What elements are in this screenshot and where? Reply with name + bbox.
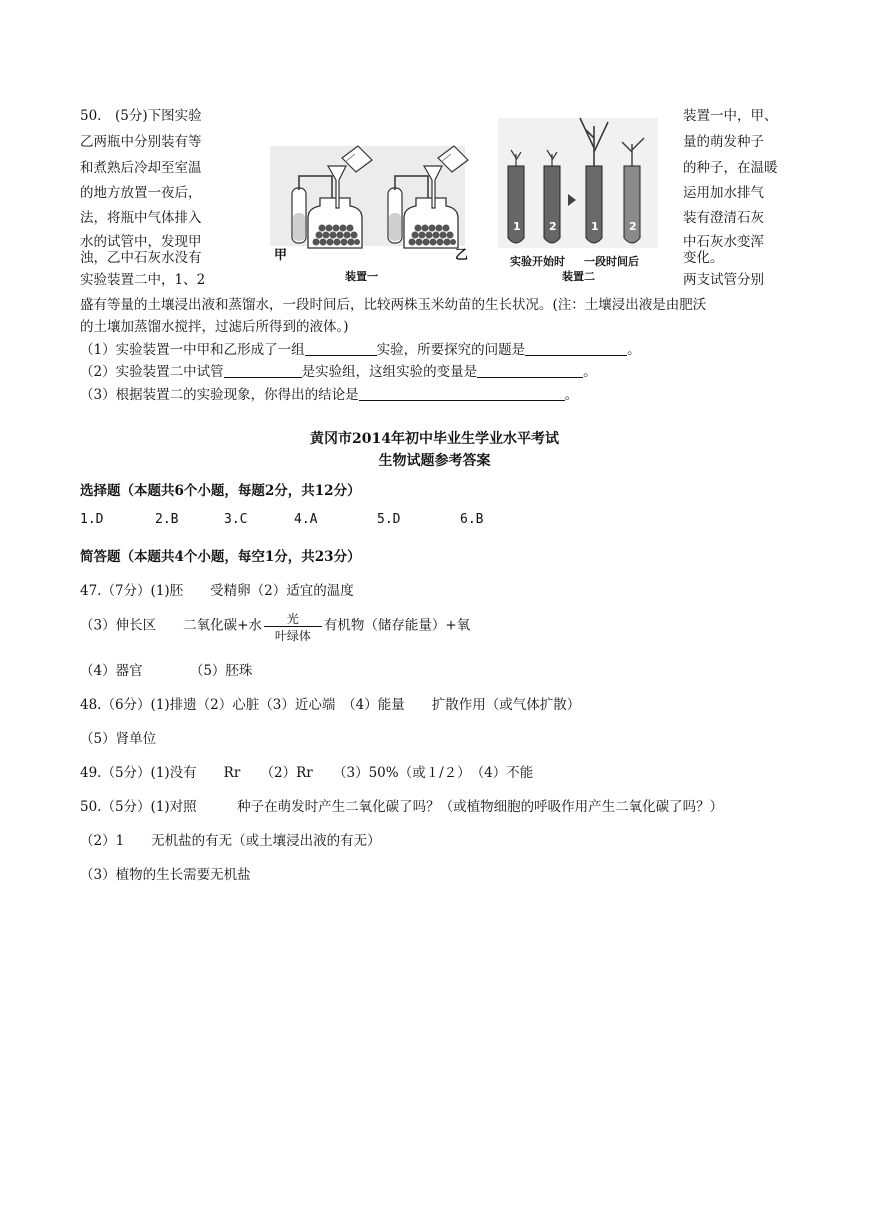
answer-50-part3: （3）植物的生长需要无机盐 <box>80 867 251 883</box>
answer-48-part5: （5）肾单位 <box>80 731 157 747</box>
figure-label-later: 一段时间后 <box>584 255 639 268</box>
answer-50-part2: （2）1 无机盐的有无（或土壤浸出液的有无） <box>80 833 381 849</box>
answer-50-part1: 50.（5分）(1)对照 种子在萌发时产生二氧化碳了吗？（或植物细胞的呼吸作用产生二氧化碳了吗？） <box>80 799 724 815</box>
q50-left-line-5: 法，将瓶中气体排入 <box>80 210 202 226</box>
answer-47-part3-b: 有机物（储存能量）+氧 <box>323 617 471 634</box>
q50-sub3-blank[interactable] <box>359 386 565 401</box>
q50-right-line-4: 运用加水排气 <box>683 185 764 201</box>
choice-answer-6: 6.B <box>460 512 484 527</box>
q50-left-line-2: 乙两瓶中分别装有等 <box>80 134 202 150</box>
q50-left-line-4: 的地方放置一夜后， <box>80 185 202 201</box>
q50-left-line-8: 实验装置二中，1、2 <box>80 272 206 288</box>
answer-47-part3 <box>80 612 471 643</box>
q50-right-line-7: 变化。 <box>683 250 724 266</box>
q50-subquestion-2 <box>80 360 597 380</box>
q50-right-line-8: 两支试管分别 <box>683 272 764 288</box>
q50-sub1-blank-b[interactable] <box>525 341 627 356</box>
answer-47-part1: 47.（7分）(1)胚 受精卵（2）适宜的温度 <box>80 583 354 599</box>
choice-answer-4: 4.A <box>294 512 318 527</box>
choice-answer-2: 2.B <box>155 512 179 527</box>
tube-label-2-start: 2 <box>549 220 557 233</box>
q50-right-line-1: 装置一中，甲、 <box>683 108 778 124</box>
figure-label-jia: 甲 <box>274 248 288 263</box>
short-answer-section-heading: 简答题（本题共4个小题，每空1分，共23分） <box>80 549 361 565</box>
answer-47-part4: （4）器官 （5）胚珠 <box>80 663 253 679</box>
q50-sub3-end: 。 <box>564 387 579 403</box>
q50-left-line-3: 和煮熟后冷却至室温 <box>80 160 202 176</box>
answers-subtitle: 生物试题参考答案 <box>378 453 491 469</box>
q50-sub2-text-b: 是实验组，这组实验的变量是 <box>301 364 478 380</box>
q50-subquestion-1 <box>80 338 641 358</box>
q50-right-line-6: 中石灰水变浑 <box>683 234 764 250</box>
choice-answer-1: 1.D <box>80 512 104 527</box>
q50-sub3-text-a: （3）根据装置二的实验现象，你得出的结论是 <box>80 387 359 403</box>
q50-left-line-7: 浊，乙中石灰水没有 <box>80 250 202 266</box>
q50-text-line-9: 盛有等量的土壤浸出液和蒸馏水，一段时间后，比较两株玉米幼苗的生长状况。(注：土壤浸出液是由肥沃 <box>80 297 707 313</box>
q50-right-line-5: 装有澄清石灰 <box>683 210 764 226</box>
choice-section-heading: 选择题（本题共6个小题，每题2分，共12分） <box>80 483 361 499</box>
answer-48-part1: 48.（6分）(1)排遗（2）心脏（3）近心端 （4）能量 扩散作用（或气体扩散） <box>80 697 581 713</box>
q50-sub2-blank-a[interactable] <box>224 363 302 378</box>
arrow-condition-chloroplast: 叶绿体 <box>274 629 311 643</box>
q50-left-line-6: 水的试管中，发现甲 <box>80 234 202 250</box>
answers-title: 黄冈市2014年初中毕业生学业水平考试 <box>310 431 559 447</box>
q50-sub1-blank-a[interactable] <box>305 341 377 356</box>
q50-text-line-10: 的土壤加蒸馏水搅拌，过滤后所得到的液体。) <box>80 319 349 335</box>
q50-right-line-3: 的种子，在温暖 <box>683 160 778 176</box>
choice-answer-5: 5.D <box>377 512 401 527</box>
q50-sub1-text-a: （1）实验装置一中甲和乙形成了一组 <box>80 342 305 358</box>
q50-sub2-text-a: （2）实验装置二中试管 <box>80 364 224 380</box>
q50-right-line-2: 量的萌发种子 <box>683 134 764 150</box>
tube-label-2-later: 2 <box>629 220 637 233</box>
answer-49: 49.（5分）(1)没有 Rr （2）Rr （3）50%（或１/２） （4）不能 <box>80 765 534 781</box>
experiment-figure <box>250 108 660 283</box>
figure-label-device2: 装置二 <box>562 270 595 283</box>
tube-label-1-later: 1 <box>591 220 599 233</box>
q50-subquestion-3 <box>80 383 578 403</box>
q50-left-line-1: 50. (5分)下图实验 <box>80 108 202 124</box>
figure-label-yi: 乙 <box>455 248 469 263</box>
figure-label-device1: 装置一 <box>345 270 378 283</box>
q50-sub1-end: 。 <box>627 342 641 358</box>
tube-label-1-start: 1 <box>513 220 521 233</box>
q50-sub2-end: 。 <box>583 364 597 380</box>
figure-label-start: 实验开始时 <box>510 255 565 268</box>
q50-sub2-blank-b[interactable] <box>477 363 583 378</box>
q50-sub1-text-b: 实验，所要探究的问题是 <box>376 342 526 358</box>
choice-answer-3: 3.C <box>224 512 248 527</box>
photosynthesis-arrow <box>264 612 322 643</box>
answer-47-part3-a: （3）伸长区 二氧化碳+水 <box>80 617 262 634</box>
arrow-condition-light: 光 <box>286 612 299 626</box>
